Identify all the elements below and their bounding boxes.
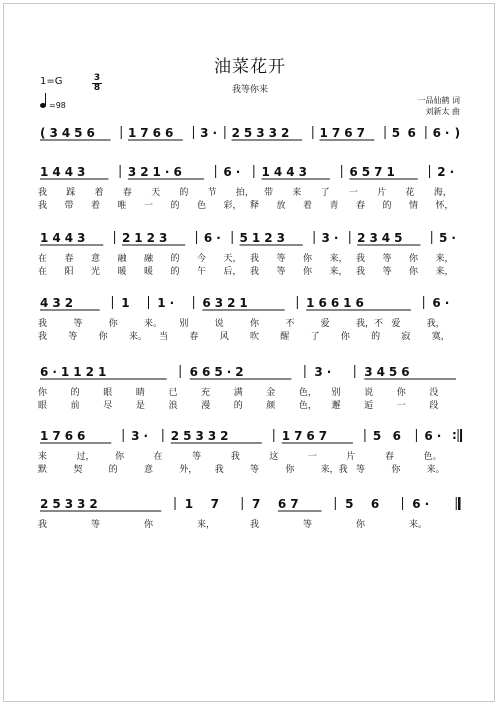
- lyric-syllable: 来: [292, 188, 302, 198]
- lyric-syllable: 你: [144, 520, 154, 530]
- lyric-syllable: 的: [70, 388, 80, 398]
- note-group: 25332: [40, 497, 102, 511]
- lyricist-credit: 一品仙鹤 词: [417, 96, 460, 105]
- lyric-syllable: 来。: [426, 465, 445, 475]
- lyric-syllable: 没: [429, 388, 439, 398]
- note-group: 1·: [157, 296, 179, 310]
- lyric-syllable: 色，: [298, 401, 317, 411]
- lyric-syllable: 的: [233, 401, 243, 411]
- lyric-syllable: 着: [91, 201, 101, 211]
- lyric-syllable: 带: [64, 201, 74, 211]
- lyric-syllable: 默: [38, 465, 48, 475]
- note-group: 1443: [40, 231, 90, 245]
- lyric-syllable: 前: [70, 401, 80, 411]
- lyric-syllable: 了: [310, 332, 320, 342]
- lyric-syllable: 节: [207, 188, 217, 198]
- lyric-syllable: 浪: [168, 401, 178, 411]
- song-subtitle: 我等你来: [231, 85, 268, 95]
- lyric-syllable: 风: [219, 332, 229, 342]
- lyric-syllable: 我: [356, 267, 366, 277]
- lyric-syllable: 来，: [435, 267, 454, 277]
- lyric-syllable: 今: [197, 254, 207, 264]
- note-group: 3·: [131, 429, 153, 443]
- note-group: 2345: [357, 231, 407, 245]
- lyric-syllable: 的: [170, 254, 180, 264]
- lyric-syllable: 我: [38, 188, 48, 198]
- lyric-syllable: 我: [250, 520, 260, 530]
- lyric-syllable: 融: [144, 254, 154, 264]
- lyric-syllable: 暖: [144, 267, 154, 277]
- note-group: 1: [121, 296, 134, 310]
- note-group: 3·: [314, 365, 336, 379]
- note-group: 67: [277, 497, 303, 511]
- lyric-syllable: 是: [135, 401, 145, 411]
- lyric-syllable: 意: [144, 465, 154, 475]
- lyric-syllable: 我: [38, 520, 48, 530]
- note-group: 3·: [200, 126, 222, 140]
- lyric-syllable: 等: [382, 267, 392, 277]
- lyric-syllable: 你: [391, 465, 401, 475]
- note-group: 1443: [261, 165, 311, 179]
- lyric-syllable: 青: [329, 201, 339, 211]
- lyric-syllable: 色。: [423, 452, 442, 462]
- lyric-syllable: 春: [189, 332, 199, 342]
- lyric-syllable: 你: [409, 267, 419, 277]
- note-group: 6: [370, 497, 384, 511]
- lyric-syllable: 等: [303, 520, 313, 530]
- lyric-syllable: 我: [250, 267, 260, 277]
- lyric-syllable: 来。: [128, 332, 147, 342]
- note-group: 6·: [412, 497, 434, 511]
- note-group: 6·: [203, 231, 225, 245]
- lyric-syllable: 阳: [64, 267, 74, 277]
- lyric-syllable: 彩，: [223, 201, 242, 211]
- lyric-syllable: 着: [303, 201, 313, 211]
- lyric-syllable: 踩: [66, 188, 76, 198]
- lyric-syllable: 充: [201, 388, 211, 398]
- lyric-syllable: 一: [307, 452, 317, 462]
- lyric-syllable: 已: [168, 388, 178, 398]
- lyric-syllable: 你: [340, 332, 350, 342]
- lyric-syllable: 来，: [329, 267, 348, 277]
- lyric-syllable: 在: [38, 267, 48, 277]
- lyric-syllable: 等: [276, 267, 286, 277]
- lyric-syllable: 暖: [117, 267, 127, 277]
- lyric-syllable: 来，: [435, 254, 454, 264]
- lyric-syllable: 等: [276, 254, 286, 264]
- note-group: ): [454, 126, 465, 140]
- lyric-syllable: 午: [197, 267, 207, 277]
- note-group: 25332: [231, 126, 294, 140]
- note-group: 6571: [349, 165, 399, 179]
- lyric-syllable: 我，: [426, 319, 445, 329]
- lyric-syllable: 的: [108, 465, 118, 475]
- lyric-syllable: 当: [159, 332, 169, 342]
- lyric-syllable: 唯: [117, 201, 127, 211]
- note-group: 1767: [281, 429, 332, 443]
- lyric-syllable: 醒: [280, 332, 290, 342]
- lyric-syllable: 怀，: [435, 201, 454, 211]
- note-group: 321·6: [127, 165, 186, 179]
- lyric-syllable: 你: [285, 465, 295, 475]
- lyric-syllable: 等: [356, 465, 366, 475]
- repeat-dots: :: [452, 428, 457, 442]
- lyric-syllable: 带: [264, 188, 274, 198]
- lyric-syllable: 你: [409, 254, 419, 264]
- note-group: 6·1121: [40, 365, 111, 379]
- song-title: 油菜花开: [214, 57, 286, 77]
- lyric-syllable: 春: [384, 452, 394, 462]
- note-group: 3456: [364, 365, 414, 379]
- note-group: 6·: [223, 165, 245, 179]
- lyric-syllable: 吹: [250, 332, 260, 342]
- note-group: 6·: [432, 126, 454, 140]
- lyric-syllable: 逅: [364, 401, 374, 411]
- lyric-syllable: 这: [269, 452, 279, 462]
- note-group: 6·: [432, 296, 454, 310]
- lyric-syllable: 释: [250, 201, 260, 211]
- lyric-syllable: 色，: [298, 388, 317, 398]
- lyric-syllable: 你: [250, 319, 260, 329]
- lyric-syllable: 爱: [391, 319, 401, 329]
- lyric-syllable: 我: [38, 332, 48, 342]
- note-group: 6·: [424, 429, 446, 443]
- time-signature-top: 3: [93, 73, 101, 83]
- lyric-syllable: 寂: [401, 332, 411, 342]
- note-group: 16616: [306, 296, 368, 310]
- lyric-syllable: 片: [377, 188, 387, 198]
- lyric-syllable: 我: [230, 452, 240, 462]
- composer-credit: 刘新太 曲: [425, 107, 460, 116]
- lyric-syllable: 我，不: [356, 319, 384, 329]
- lyric-syllable: 眼: [103, 388, 113, 398]
- lyric-syllable: 我: [38, 319, 48, 329]
- lyric-syllable: 颜: [266, 401, 276, 411]
- time-signature-bottom: 8: [93, 83, 101, 93]
- lyric-syllable: 说: [214, 319, 224, 329]
- note-group: (3456: [40, 126, 99, 140]
- note-group: 1767: [319, 126, 369, 140]
- lyric-syllable: 不: [285, 319, 295, 329]
- note-group: 2123: [121, 231, 172, 245]
- note-group: 2·: [437, 165, 459, 179]
- lyric-syllable: 一: [144, 201, 154, 211]
- note-group: 3·: [321, 231, 343, 245]
- lyric-syllable: 来，: [197, 520, 216, 530]
- lyric-syllable: 来。: [409, 520, 428, 530]
- lyric-syllable: 过，: [76, 452, 95, 462]
- lyric-syllable: 我: [214, 465, 224, 475]
- lyric-syllable: 春: [356, 201, 366, 211]
- key-signature: 1=G: [40, 76, 63, 87]
- lyric-syllable: 漫: [201, 401, 211, 411]
- lyric-syllable: 的: [170, 201, 180, 211]
- lyric-syllable: 等: [382, 254, 392, 264]
- lyric-syllable: 光: [91, 267, 101, 277]
- lyric-syllable: 眼: [38, 401, 48, 411]
- lyric-syllable: 的: [179, 188, 189, 198]
- lyric-syllable: 在: [153, 452, 163, 462]
- lyric-syllable: 春: [64, 254, 74, 264]
- note-group: 7: [210, 497, 223, 511]
- lyric-syllable: 段: [429, 401, 439, 411]
- lyric-syllable: 来，: [329, 254, 348, 264]
- lyric-syllable: 睛: [135, 388, 145, 398]
- lyric-syllable: 你: [38, 388, 48, 398]
- lyric-syllable: 着: [94, 188, 104, 198]
- lyric-syllable: 春: [122, 188, 132, 198]
- lyric-syllable: 别: [179, 319, 189, 329]
- lyric-syllable: 等: [192, 452, 202, 462]
- note-group: 7: [252, 497, 265, 511]
- lyric-syllable: 来，我: [320, 465, 348, 475]
- lyric-syllable: 邂: [331, 401, 341, 411]
- lyric-syllable: 你: [303, 254, 313, 264]
- lyric-syllable: 等: [73, 319, 83, 329]
- note-group: 6: [407, 126, 420, 140]
- lyric-syllable: 了: [320, 188, 330, 198]
- lyric-syllable: 来。: [144, 319, 163, 329]
- lyric-syllable: 一: [348, 188, 358, 198]
- note-group: 5: [372, 429, 386, 443]
- lyric-syllable: 你: [98, 332, 108, 342]
- lyric-syllable: 说: [364, 388, 374, 398]
- lyric-syllable: 在: [38, 254, 48, 264]
- lyric-syllable: 我: [250, 254, 260, 264]
- note-group: 6321: [202, 296, 252, 310]
- lyric-syllable: 你: [356, 520, 366, 530]
- note-group: 1766: [127, 126, 178, 140]
- lyric-syllable: 别: [331, 388, 341, 398]
- lyric-syllable: 契: [73, 465, 83, 475]
- lyric-syllable: 满: [233, 388, 243, 398]
- note-group: 5: [345, 497, 358, 511]
- lyric-syllable: 爱: [320, 319, 330, 329]
- lyric-syllable: 尽: [103, 401, 113, 411]
- note-group: 25332: [170, 429, 233, 443]
- lyric-syllable: 融: [117, 254, 127, 264]
- lyric-syllable: 花: [405, 188, 415, 198]
- lyric-syllable: 我: [38, 201, 48, 211]
- lyric-syllable: 天，: [223, 254, 242, 264]
- lyric-syllable: 等: [91, 520, 101, 530]
- lyric-syllable: 情: [409, 201, 419, 211]
- note-group: 6: [392, 429, 406, 443]
- lyric-syllable: 来: [38, 452, 48, 462]
- lyric-syllable: 的: [170, 267, 180, 277]
- lyric-syllable: 金: [266, 388, 276, 398]
- lyric-syllable: 一: [396, 401, 406, 411]
- lyric-syllable: 后，: [223, 267, 242, 277]
- note-group: 432: [40, 296, 78, 310]
- note-group: 1766: [40, 429, 90, 443]
- lyric-syllable: 放: [276, 201, 286, 211]
- lyric-syllable: 外，: [179, 465, 198, 475]
- lyric-syllable: 意: [91, 254, 101, 264]
- lyric-syllable: 海，: [433, 188, 452, 198]
- note-group: 5123: [239, 231, 289, 245]
- lyric-syllable: 色: [197, 201, 207, 211]
- note-group: 5: [391, 126, 405, 140]
- lyric-syllable: 拍，: [235, 188, 254, 198]
- note-group: 665·2: [189, 365, 248, 379]
- note-group: 1443: [40, 165, 90, 179]
- lyric-syllable: 我: [356, 254, 366, 264]
- lyric-syllable: 等: [250, 465, 260, 475]
- lyric-syllable: 片: [346, 452, 356, 462]
- lyric-syllable: 寞，: [431, 332, 450, 342]
- lyric-syllable: 的: [371, 332, 381, 342]
- note-group: 5·: [439, 231, 460, 245]
- lyric-syllable: 你: [115, 452, 125, 462]
- lyric-syllable: 的: [382, 201, 392, 211]
- lyric-syllable: 你: [108, 319, 118, 329]
- lyric-syllable: 等: [68, 332, 78, 342]
- lyric-syllable: 你: [303, 267, 313, 277]
- lyric-syllable: 你: [396, 388, 406, 398]
- lyric-syllable: 天: [151, 188, 161, 198]
- tempo-marking: =98: [49, 101, 66, 110]
- note-group: 1: [184, 497, 198, 511]
